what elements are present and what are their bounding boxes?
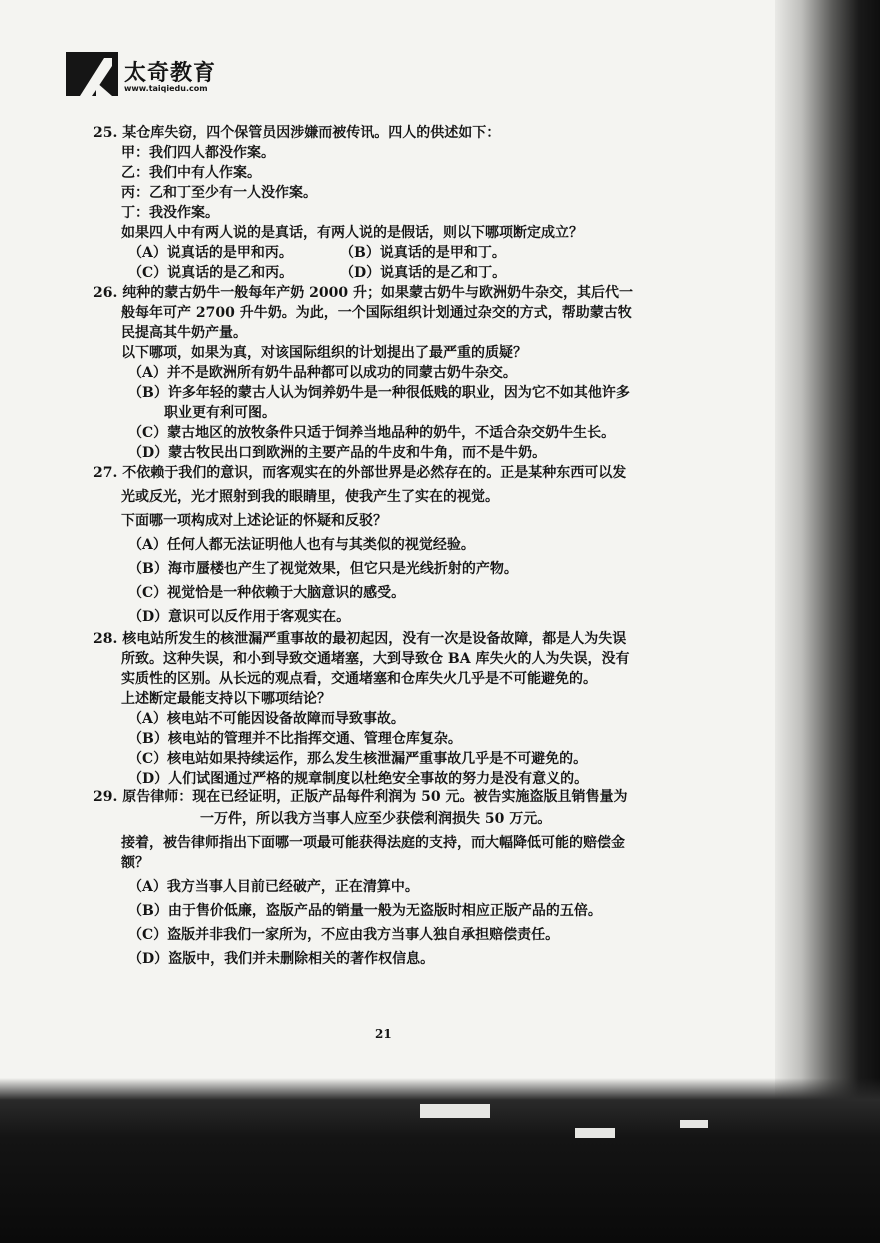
option-d: （D）盗版中，我们并未删除相关的著作权信息。 [128,951,435,967]
brand-logo-icon [66,52,118,96]
question-text-line: 民提高其牛奶产量。 [121,325,247,341]
option-d: （D）意识可以反作用于客观实在。 [128,609,351,625]
question-prompt: 下面哪一项构成对上述论证的怀疑和反驳？ [121,513,387,529]
option-a: （A）并不是欧洲所有奶牛品种都可以成功的同蒙古奶牛杂交。 [128,365,517,381]
option-b: （B）许多年轻的蒙古人认为饲养奶牛是一种很低贱的职业，因为它不如其他许多 [128,385,630,401]
option-b: （B）由于售价低廉，盗版产品的销量一般为无盗版时相应正版产品的五倍。 [128,903,602,919]
option-b-continued: 职业更有利可图。 [164,405,276,421]
brand-url: www.taiqiedu.com [124,84,208,93]
question-prompt: 上述断定最能支持以下哪项结论？ [121,691,331,707]
question-prompt-continued: 额？ [121,855,149,871]
question-text-line: 般每年可产 2700 升牛奶。为此，一个国际组织计划通过杂交的方式，帮助蒙古牧 [121,305,632,321]
question-text-line: 一万件，所以我方当事人应至少获偿利润损失 50 万元。 [200,811,552,827]
statement-line: 丁：我没作案。 [121,205,219,221]
page-number: 21 [375,1027,392,1041]
option-d: （D）说真话的是乙和丁。 [340,265,507,281]
option-a: （A）任何人都无法证明他人也有与其类似的视觉经验。 [128,537,475,553]
scan-edge-shadow [775,0,880,1243]
statement-line: 丙：乙和丁至少有一人没作案。 [121,185,317,201]
question-prompt: 接着，被告律师指出下面哪一项最可能获得法庭的支持，而大幅降低可能的赔偿金 [121,835,625,851]
option-c: （C）盗版并非我们一家所为，不应由我方当事人独自承担赔偿责任。 [128,927,560,943]
option-a: （A）我方当事人目前已经破产，正在清算中。 [128,879,419,895]
question-prompt: 以下哪项，如果为真，对该国际组织的计划提出了最严重的质疑？ [121,345,527,361]
option-c: （C）视觉恰是一种依赖于大脑意识的感受。 [128,585,406,601]
brand-logo [66,52,236,102]
option-a: （A）说真话的是甲和丙。 [128,245,293,261]
option-b: （B）说真话的是甲和丁。 [340,245,506,261]
option-c: （C）核电站如果持续运作，那么发生核泄漏严重事故几乎是不可避免的。 [128,751,588,767]
option-b: （B）核电站的管理并不比指挥交通、管理仓库复杂。 [128,731,462,747]
question-text-line: 实质性的区别。从长远的观点看，交通堵塞和仓库失火几乎是不可能避免的。 [121,671,597,687]
statement-line: 乙：我们中有人作案。 [121,165,261,181]
option-d: （D）蒙古牧民出口到欧洲的主要产品的牛皮和牛角，而不是牛奶。 [128,445,547,461]
brand-name: 太奇教育 [124,61,217,86]
scan-speck [680,1120,708,1128]
scan-speck [575,1128,615,1138]
option-d: （D）人们试图通过严格的规章制度以杜绝安全事故的努力是没有意义的。 [128,771,589,787]
question-text-line: 光或反光，光才照射到我的眼睛里，使我产生了实在的视觉。 [121,489,499,505]
option-c: （C）蒙古地区的放牧条件只适于饲养当地品种的奶牛，不适合杂交奶牛生长。 [128,425,616,441]
question-text-line: 所致。这种失误，和小到导致交通堵塞，大到导致仓 BA 库失火的人为失误，没有 [121,651,630,667]
scan-speck [420,1104,490,1118]
question-25-stem: 25. 某仓库失窃，四个保管员因涉嫌而被传讯。四人的供述如下： [93,125,501,141]
question-26-stem: 26. 纯种的蒙古奶牛一般每年产奶 2000 升；如果蒙古奶牛与欧洲奶牛杂交，其后代一 [93,285,633,301]
option-b: （B）海市蜃楼也产生了视觉效果，但它只是光线折射的产物。 [128,561,518,577]
option-c: （C）说真话的是乙和丙。 [128,265,294,281]
statement-line: 甲：我们四人都没作案。 [121,145,275,161]
scan-bottom-shadow [0,1078,880,1243]
option-a: （A）核电站不可能因设备故障而导致事故。 [128,711,405,727]
question-prompt: 如果四人中有两人说的是真话，有两人说的是假话，则以下哪项断定成立？ [121,225,583,241]
question-28-stem: 28. 核电站所发生的核泄漏严重事故的最初起因，没有一次是设备故障，都是人为失误 [93,631,627,647]
question-27-stem: 27. 不依赖于我们的意识，而客观实在的外部世界是必然存在的。正是某种东西可以发 [93,465,627,481]
question-29-stem: 29. 原告律师：现在已经证明，正版产品每件利润为 50 元。被告实施盗版且销售量为 [93,789,628,805]
